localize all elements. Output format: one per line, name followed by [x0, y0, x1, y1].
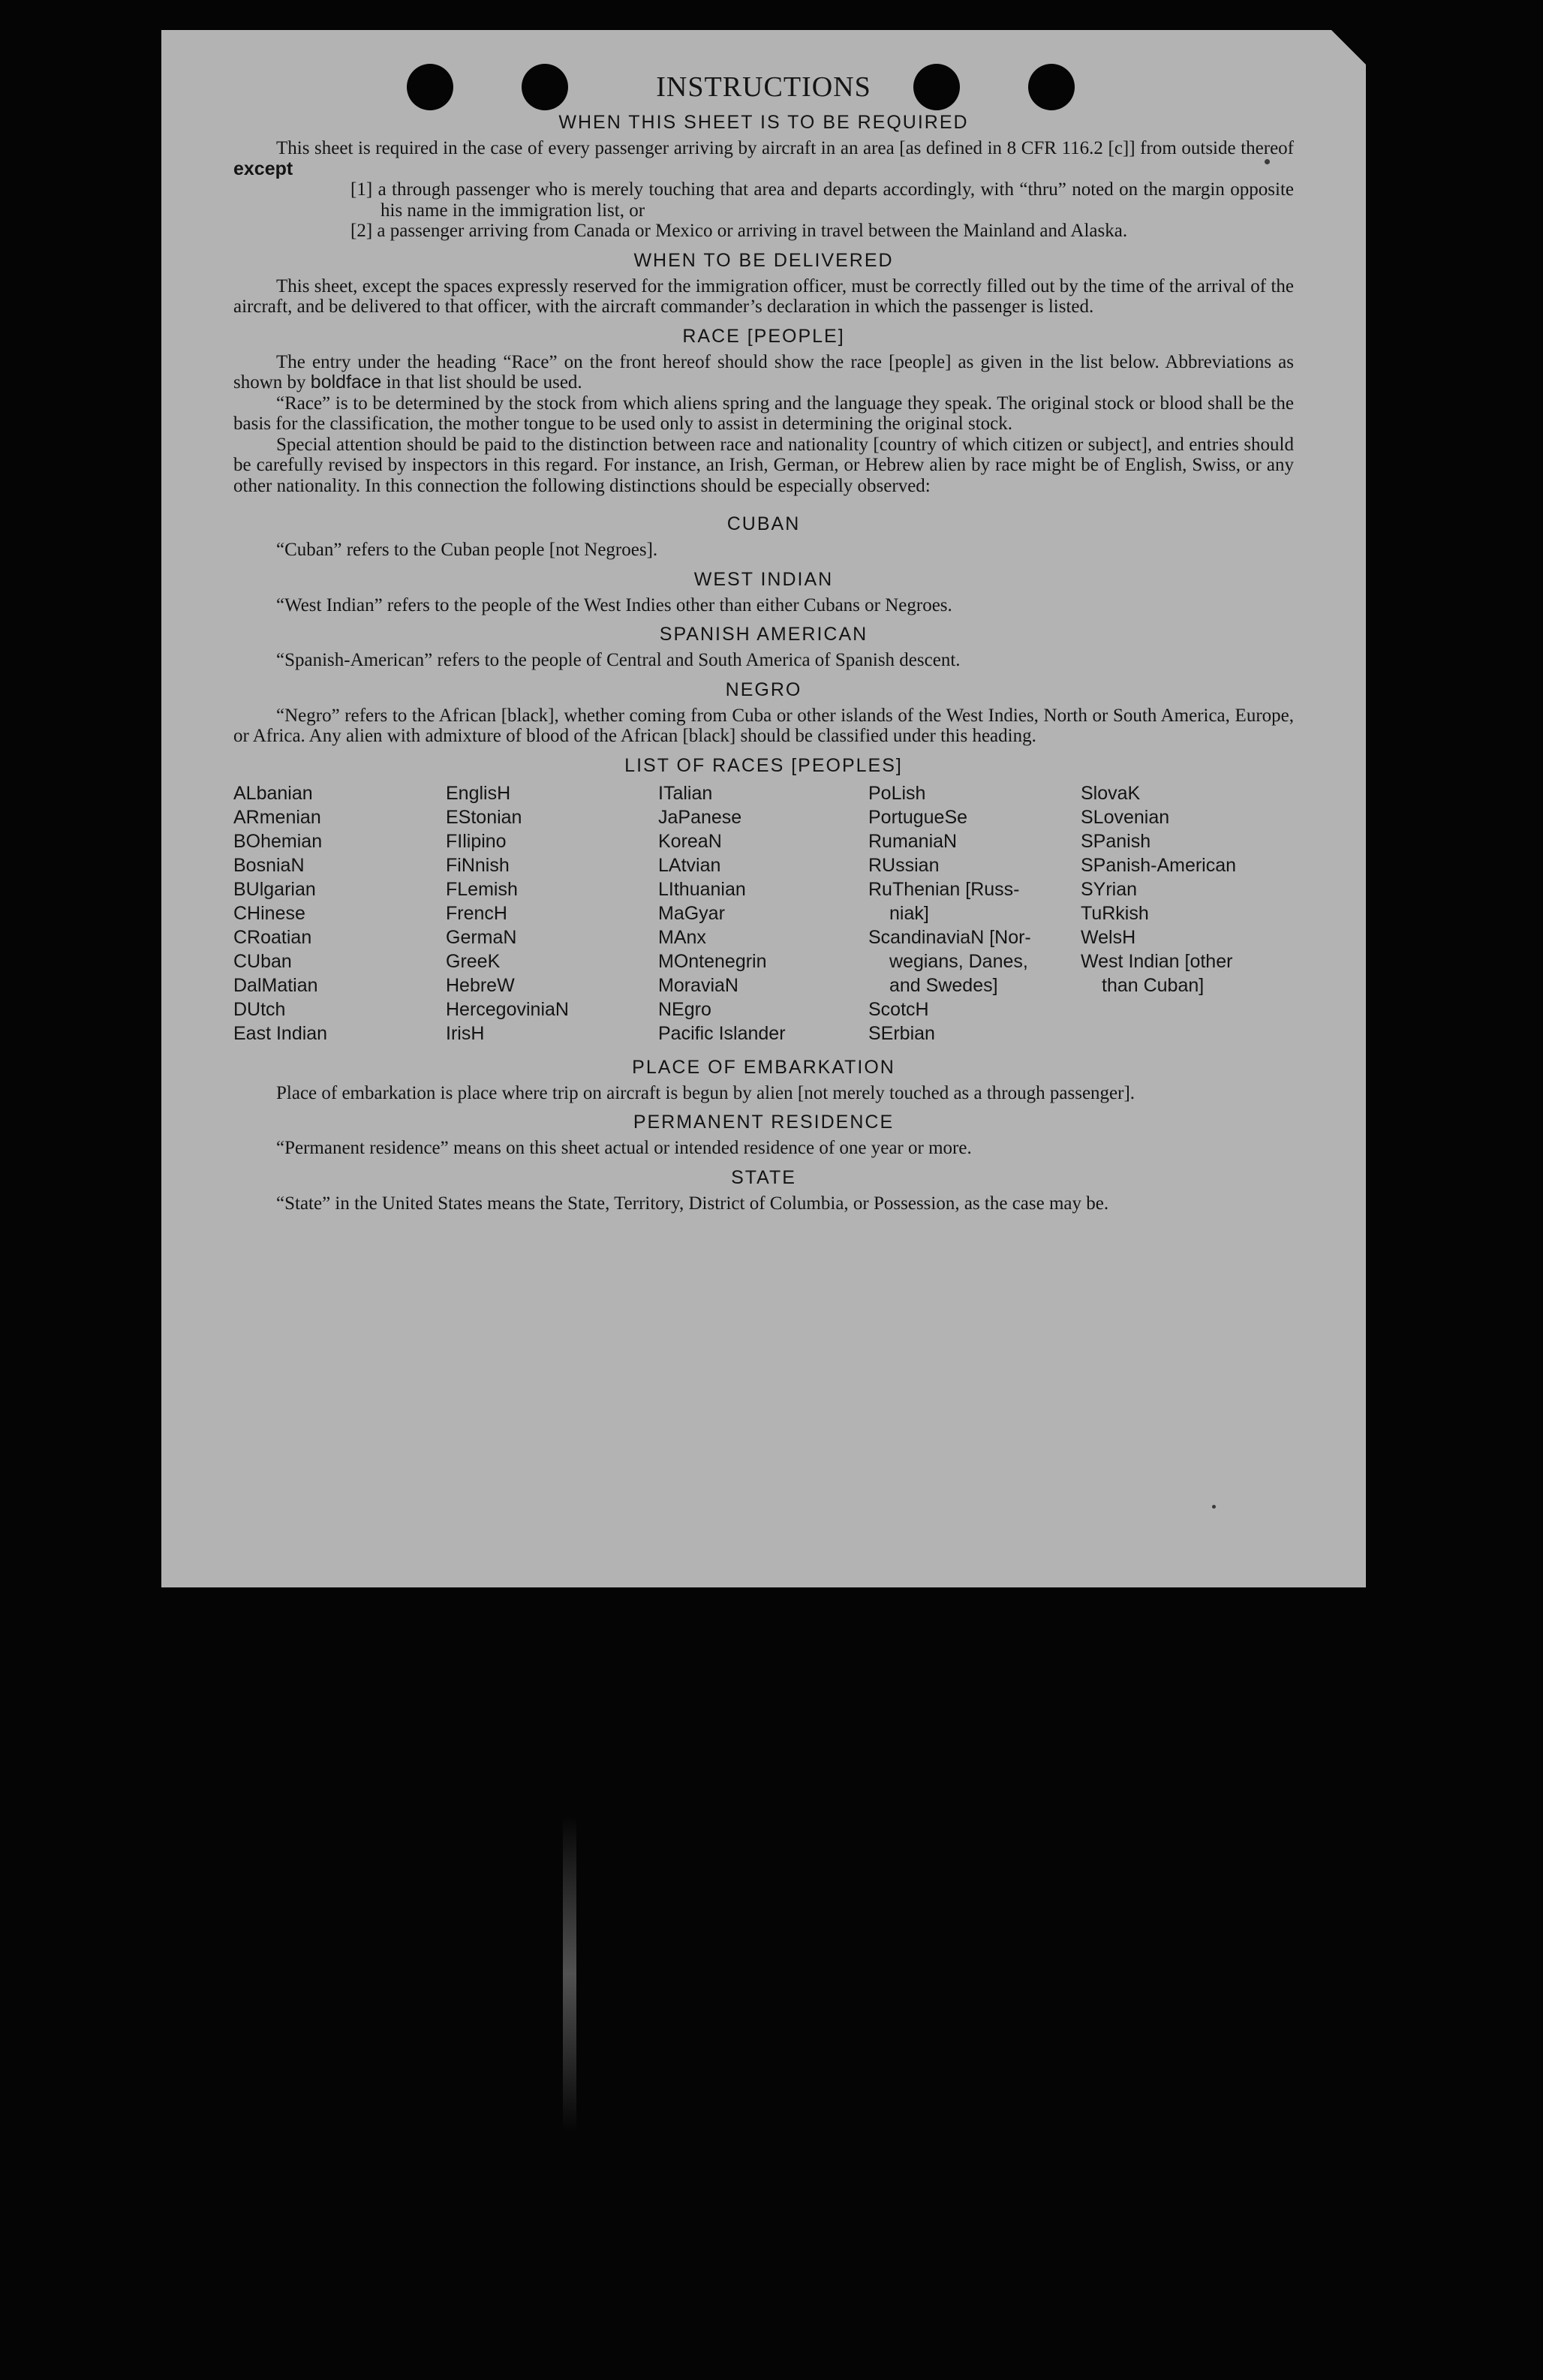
race-entry: RUssian [868, 854, 940, 876]
item-text: a through passenger who is merely touching that area and departs accordingly, with “thru” noted on the margin opposite his name in the immigration list, or [377, 179, 1294, 221]
race-entry: GreeK [446, 950, 501, 972]
paragraph-embarkation: Place of embarkation is place where trip on aircraft is begun by alien [not merely touched as a through passenger]. [276, 1082, 1135, 1103]
race-entry: East Indian [233, 1022, 328, 1044]
race-entry: MAnx [658, 926, 706, 948]
race-entry: RuThenian [Russ- [868, 878, 1020, 900]
text: The entry under the heading “Race” on the front hereof should show the race [people] as given in the list below. Abbreviations as shown by [233, 351, 1294, 393]
punch-hole [522, 64, 568, 110]
race-entry: SErbian [868, 1022, 935, 1044]
race-entry: LAtvian [658, 854, 721, 876]
race-entry: West Indian [other [1081, 950, 1233, 972]
heading-state: STATE [731, 1166, 796, 1188]
emphasis-text: except [233, 158, 293, 179]
folded-corner [1331, 30, 1366, 65]
race-entry: CRoatian [233, 926, 312, 948]
race-entry: DalMatian [233, 974, 318, 996]
paragraph-state: “State” in the United States means the State, Territory, District of Columbia, or Possession, as the case may be. [276, 1193, 1109, 1214]
race-entry-continued: than Cuban] [1102, 974, 1205, 996]
paragraph-cuban: “Cuban” refers to the Cuban people [not Negroes]. [276, 540, 658, 560]
race-entry: FrencH [446, 902, 507, 924]
race-entry: SlovaK [1081, 782, 1141, 804]
race-entry: SYrian [1081, 878, 1138, 900]
race-entry: EnglisH [446, 782, 511, 804]
race-entry: JaPanese [658, 806, 742, 828]
race-entry: BosniaN [233, 854, 305, 876]
heading-west-indian: WEST INDIAN [693, 568, 834, 590]
paragraph-negro: “Negro” refers to the African [black], whether coming from Cuba or other islands of the West Indies, North or South America, Europe, or Africa. Any alien with admixture of blood of the African [black] should be classified under this heading. [233, 705, 1294, 746]
races-column-2 [446, 781, 658, 1046]
races-column-5 [1081, 781, 1291, 1046]
heading-permanent-residence: PERMANENT RESIDENCE [633, 1112, 895, 1133]
race-entry-continued: niak] [889, 902, 929, 924]
race-entry: WelsH [1081, 926, 1136, 948]
race-entry: SLovenian [1081, 806, 1170, 828]
race-entry: BOhemian [233, 830, 323, 852]
paragraph-permanent-residence: “Permanent residence” means on this sheet actual or intended residence of one year or more. [276, 1138, 972, 1158]
heading-when-required: WHEN THIS SHEET IS TO BE REQUIRED [558, 112, 969, 133]
race-entry: NEgro [658, 998, 711, 1020]
race-entry: ALbanian [233, 782, 313, 804]
races-column-3 [658, 781, 868, 1046]
exception-item-1 [233, 179, 1294, 221]
race-entry: ScandinaviaN [Nor- [868, 926, 1031, 948]
race-entry: EStonian [446, 806, 522, 828]
race-entry: CUban [233, 950, 292, 972]
speck [1265, 159, 1270, 164]
heading-embarkation: PLACE OF EMBARKATION [632, 1056, 895, 1078]
heading-race: RACE [PEOPLE] [682, 325, 845, 347]
races-column-4 [868, 781, 1081, 1046]
race-entry: FIlipino [446, 830, 507, 852]
punch-hole [913, 64, 960, 110]
race-entry: ARmenian [233, 806, 321, 828]
paragraph-race-2: “Race” is to be determined by the stock from which aliens spring and the language they speak. The original stock or blood shall be the basis for the classification, the mother tongue to be used only to assist in determining the original stock. [233, 393, 1294, 434]
heading-negro: NEGRO [725, 678, 802, 700]
race-entry: BUlgarian [233, 878, 316, 900]
race-entry: Pacific Islander [658, 1022, 786, 1044]
heading-list-of-races: LIST OF RACES [PEOPLES] [624, 754, 903, 776]
page-title: INSTRUCTIONS [656, 71, 871, 103]
paragraph-race-1 [233, 352, 1294, 393]
item-marker: [2] [350, 221, 373, 241]
paragraph-when-required [233, 138, 1294, 179]
race-entry: RumaniaN [868, 830, 958, 852]
race-entry: ITalian [658, 782, 713, 804]
punch-hole [407, 64, 453, 110]
text: This sheet is required in the case of every passenger arriving by aircraft in an area [as defined in 8 CFR 116.2 [c]] from outside thereof [276, 138, 1294, 158]
race-entry: PortugueSe [868, 806, 968, 828]
race-entry: MoraviaN [658, 974, 738, 996]
punch-hole [1028, 64, 1075, 110]
race-entry: GermaN [446, 926, 517, 948]
paragraph-west-indian: “West Indian” refers to the people of the West Indies other than either Cubans or Negroes. [276, 594, 952, 615]
heading-cuban: CUBAN [726, 513, 801, 534]
race-entry-continued: wegians, Danes, [889, 950, 1028, 972]
boldface-word: boldface [310, 372, 382, 393]
item-text: a passenger arriving from Canada or Mexico or arriving in travel between the Mainland and Alaska. [377, 221, 1128, 241]
races-column-1 [233, 781, 446, 1046]
item-marker: [1] [350, 179, 373, 200]
race-entry: MaGyar [658, 902, 725, 924]
race-entry: HebreW [446, 974, 515, 996]
race-entry-continued: and Swedes] [889, 974, 998, 996]
race-entry: ScotcH [868, 998, 929, 1020]
speck [1212, 1505, 1216, 1509]
race-entry: HercegoviniaN [446, 998, 569, 1020]
paragraph-spanish-american: “Spanish-American” refers to the people of Central and South America of Spanish descent. [276, 650, 961, 670]
races-list [233, 781, 1294, 1046]
race-entry: MOntenegrin [658, 950, 767, 972]
heading-when-delivered: WHEN TO BE DELIVERED [633, 249, 894, 271]
race-entry: SPanish [1081, 830, 1151, 852]
race-entry: TuRkish [1081, 902, 1149, 924]
scan-artifact [563, 1816, 576, 2132]
paragraph-race-3: Special attention should be paid to the distinction between race and nationality [country of which citizen or subject], and entries should be carefully revised by inspectors in this regard. For instance, an Irish, German, or Hebrew alien by race might be of English, Swiss, or any other nationality. In this connection the following distinctions should be especially observed: [233, 434, 1294, 496]
race-entry: LIthuanian [658, 878, 746, 900]
race-entry: PoLish [868, 782, 926, 804]
race-entry: FiNnish [446, 854, 510, 876]
race-entry: KoreaN [658, 830, 722, 852]
exception-item-2 [233, 221, 1294, 242]
race-entry: IrisH [446, 1022, 485, 1044]
text: in that list should be used. [381, 372, 582, 393]
instruction-sheet [161, 30, 1366, 1587]
race-entry: SPanish-American [1081, 854, 1237, 876]
heading-spanish-american: SPANISH AMERICAN [659, 624, 868, 645]
paragraph-when-delivered: This sheet, except the spaces expressly reserved for the immigration officer, must be correctly filled out by the time of the arrival of the aircraft, and be delivered to that officer, with the aircraft commander’s declaration in which the passenger is listed. [233, 275, 1294, 317]
race-entry: DUtch [233, 998, 286, 1020]
race-entry: CHinese [233, 902, 305, 924]
race-entry: FLemish [446, 878, 518, 900]
